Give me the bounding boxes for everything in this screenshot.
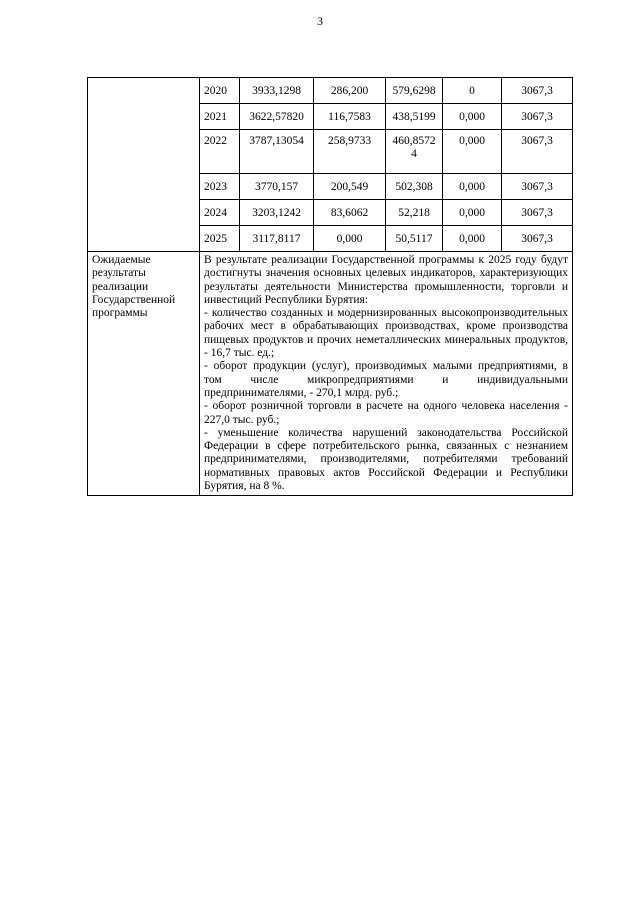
year-cell: 2023 (200, 174, 240, 200)
results-item: - оборот розничной торговли в расчете на одного человека населения - 227,0 тыс. руб.; (204, 400, 568, 426)
results-item: - оборот продукции (услуг), производимых малыми предприятиями, в том числе микропредприятиями и индивидуальными предпринимателями, - 270,1 млрд. руб.; (204, 360, 568, 399)
other-cell: 3067,3 (502, 78, 573, 104)
local-cell: 0,000 (443, 200, 502, 226)
year-cell: 2024 (200, 200, 240, 226)
results-row (88, 252, 573, 496)
regional-cell: 579,6298 (386, 78, 443, 104)
total-cell: 3117,8117 (240, 226, 314, 252)
results-label: Ожидаемые результаты реализации Государственной программы (88, 252, 200, 496)
total-cell: 3933,1298 (240, 78, 314, 104)
regional-cell: 52,218 (386, 200, 443, 226)
other-cell: 3067,3 (502, 226, 573, 252)
funding-label-cell (88, 78, 200, 252)
federal-cell: 286,200 (314, 78, 386, 104)
other-cell: 3067,3 (502, 130, 573, 174)
regional-cell: 502,308 (386, 174, 443, 200)
total-cell: 3787,13054 (240, 130, 314, 174)
local-cell: 0 (443, 78, 502, 104)
other-cell: 3067,3 (502, 174, 573, 200)
total-cell: 3770,157 (240, 174, 314, 200)
local-cell: 0,000 (443, 130, 502, 174)
program-table (87, 77, 573, 496)
local-cell: 0,000 (443, 104, 502, 130)
federal-cell: 200,549 (314, 174, 386, 200)
regional-cell: 438,5199 (386, 104, 443, 130)
page-number: 3 (317, 14, 323, 28)
regional-cell: 460,8572 4 (386, 130, 443, 174)
results-item: - уменьшение количества нарушений законодательства Российской Федерации в сфере потребительского рынка, связанных с незнанием предпринимателями, производителями, потребителями требований нормативных правовых актов Российской Федерации и Республики Бурятия, на 8 %. (204, 426, 568, 493)
results-item: - количество созданных и модернизированных высокопроизводительных рабочих мест в обрабатывающих производствах, кроме производства пищевых продуктов и прочих неметаллических минеральных продуктов, - 16,7 тыс. ед.; (204, 307, 568, 360)
federal-cell: 258,9733 (314, 130, 386, 174)
federal-cell: 83,6062 (314, 200, 386, 226)
results-intro: В результате реализации Государственной программы к 2025 году будут достигнуты значения основных целевых индикаторов, характеризующих результаты деятельности Министерства промышленности, торговли и инвестиций Республики Бурятия: (204, 254, 568, 306)
regional-cell: 50,5117 (386, 226, 443, 252)
federal-cell: 116,7583 (314, 104, 386, 130)
year-cell: 2025 (200, 226, 240, 252)
local-cell: 0,000 (443, 226, 502, 252)
year-cell: 2021 (200, 104, 240, 130)
total-cell: 3622,57820 (240, 104, 314, 130)
local-cell: 0,000 (443, 174, 502, 200)
total-cell: 3203,1242 (240, 200, 314, 226)
federal-cell: 0,000 (314, 226, 386, 252)
year-cell: 2020 (200, 78, 240, 104)
other-cell: 3067,3 (502, 104, 573, 130)
other-cell: 3067,3 (502, 200, 573, 226)
year-cell: 2022 (200, 130, 240, 174)
table-row (88, 78, 573, 104)
results-text (200, 252, 573, 496)
funding-rows (88, 78, 573, 496)
